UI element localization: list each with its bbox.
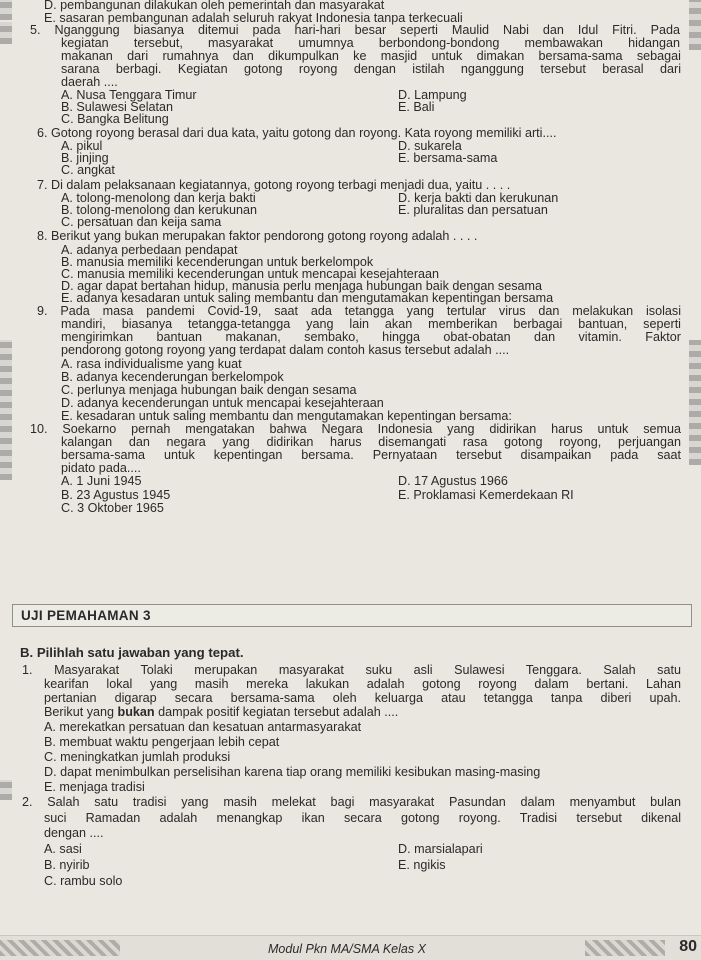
footer-label: Modul Pkn MA/SMA Kelas X	[268, 942, 426, 956]
b-q1-text-line: kearifan lokal yang masih mereka lakukan adalah gotong royong dalam bertani. Lahan	[44, 677, 681, 691]
q7-option-e: E. pluralitas dan persatuan	[398, 203, 548, 217]
q5-text-line: daerah ....	[61, 75, 118, 89]
b-q1-text-line: 1. Masyarakat Tolaki merupakan masyarakat suku asli Sulawesi Tenggara. Salah satu	[22, 663, 681, 677]
q5-option-a: A. Nusa Tenggara Timur	[61, 88, 197, 102]
q5-option-b: B. Sulawesi Selatan	[61, 100, 174, 114]
section-header	[12, 604, 692, 627]
q6-text-line: 6. Gotong royong berasal dari dua kata, yaitu gotong dan royong. Kata royong memiliki arti....	[37, 126, 557, 140]
b-q2-option-b: B. nyirib	[44, 858, 90, 872]
q9-text-line: 9. Pada masa pandemi Covid-19, saat ada tetangga yang tertular virus dan melakukan isolasi	[37, 304, 681, 318]
b-q1-option-a: A. merekatkan persatuan dan kesatuan antarmasyarakat	[44, 720, 362, 734]
q10-option-e: E. Proklamasi Kemerdekaan RI	[398, 488, 574, 502]
q9-text-line: pendorong gotong royong yang terdapat dalam contoh kasus tersebut adalah ....	[61, 343, 510, 357]
q5-text-line: kegiatan tersebut, masyarakat umumnya berbondong-bondong membawakan hidangan	[61, 36, 680, 50]
b-q1-suffix: dampak positif kegiatan tersebut adalah ....	[154, 705, 399, 719]
section-title: UJI PEMAHAMAN 3	[21, 608, 151, 623]
b-q2-text-line: 2. Salah satu tradisi yang masih melekat bagi masyarakat Pasundan dalam menyambut bulan	[22, 795, 681, 809]
q8-option-b: B. manusia memiliki kecenderungan untuk berkelompok	[61, 255, 374, 269]
q9-option-c: C. perlunya menjaga hubungan baik dengan sesama	[61, 383, 357, 397]
part-b-heading: B. Pilihlah satu jawaban yang tepat.	[20, 645, 244, 660]
b-q2-text-line: dengan ....	[44, 826, 104, 840]
page-number: 80	[679, 938, 697, 955]
q9-option-a: A. rasa individualisme yang kuat	[61, 357, 242, 371]
q5-text-line: makanan dari rumahnya dan dikumpulkan ke masjid untuk dimakan bersama-sama sebagai	[61, 49, 681, 63]
footer-pattern-left	[0, 940, 120, 956]
q8-option-a: A. adanya perbedaan pendapat	[61, 243, 238, 257]
q9-text-line: mengirimkan bantuan makanan, sembako, hingga obat-obatan dan vitamin. Faktor	[61, 330, 681, 344]
b-q1-option-e: E. menjaga tradisi	[44, 780, 145, 794]
q7-option-c: C. persatuan dan keija sama	[61, 215, 222, 229]
page-footer	[0, 935, 701, 960]
q9-option-e: E. kesadaran untuk saling membantu dan mengutamakan kepentingan bersama:	[61, 409, 512, 423]
q6-option-a: A. pikul	[61, 139, 103, 153]
left-edge-pattern	[0, 22, 12, 44]
right-edge-pattern	[689, 0, 701, 50]
b-q1-text-line	[44, 705, 398, 719]
q10-option-a: A. 1 Juni 1945	[61, 474, 142, 488]
b-q2-option-d: D. marsialapari	[398, 842, 483, 856]
q7-option-a: A. tolong-menolong dan kerja bakti	[61, 191, 256, 205]
q8-option-d: D. agar dapat bertahan hidup, manusia perlu menjaga hubungan baik dengan sesama	[61, 279, 543, 293]
q8-option-e: E. adanya kesadaran untuk saling membantu dan mengutamakan kepentingan bersama	[61, 291, 554, 305]
q6-option-e: E. bersama-sama	[398, 151, 498, 165]
q10-option-b: B. 23 Agustus 1945	[61, 488, 171, 502]
left-edge-pattern	[0, 0, 12, 20]
q6-option-d: D. sukarela	[398, 139, 462, 153]
q10-option-d: D. 17 Agustus 1966	[398, 474, 508, 488]
q7-text-line: 7. Di dalam pelaksanaan kegiatannya, gotong royong terbagi menjadi dua, yaitu . . . .	[37, 178, 511, 192]
b-q1-bold-word: bukan	[117, 705, 155, 719]
q10-text-line: 10. Soekarno pernah mengatakan bahwa Negara Indonesia yang didirikan harus untuk semua	[30, 422, 681, 436]
b-q2-option-c: C. rambu solo	[44, 874, 123, 888]
b-q1-option-b: B. membuat waktu pengerjaan lebih cepat	[44, 735, 280, 749]
q9-option-b: B. adanya kecenderungan berkelompok	[61, 370, 284, 384]
q9-text-line: mandiri, biasanya tetangga-tetangga yang lain akan memberikan berbagai bantuan, seperti	[61, 317, 681, 331]
q5-text-line: 5. Nganggung biasanya ditemui pada hari-hari besar seperti Maulid Nabi dan Idul Fitri. Pada	[30, 23, 680, 37]
q9-option-d: D. adanya kecenderungan untuk mencapai kesejahteraan	[61, 396, 384, 410]
q6-option-b: B. jinjing	[61, 151, 109, 165]
b-q1-option-d: D. dapat menimbulkan perselisihan karena tiap orang memiliki kesibukan masing-masing	[44, 765, 541, 779]
b-q1-text-line: pertanian digarap secara bersama-sama oleh keluarga atau tetangga tanpa diberi upah.	[44, 691, 681, 705]
b-q2-option-e: E. ngikis	[398, 858, 446, 872]
q4-option-e: E. sasaran pembangunan adalah seluruh rakyat Indonesia tanpa terkecuali	[44, 11, 463, 25]
b-q1-prefix: Berikut yang	[44, 705, 118, 719]
q10-text-line: pidato pada....	[61, 461, 141, 475]
q8-option-c: C. manusia memiliki kecenderungan untuk mencapai kesejahteraan	[61, 267, 440, 281]
q5-option-d: D. Lampung	[398, 88, 467, 102]
q5-text-line: sarana berbagi. Kegiatan gotong royong dengan istilah nganggung tersebut berasal dari	[61, 62, 681, 76]
footer-pattern-right	[585, 940, 665, 956]
q4-option-d: D. pembangunan dilakukan oleh pemerintah dan masyarakat	[44, 0, 385, 12]
q5-option-e: E. Bali	[398, 100, 435, 114]
q7-option-d: D. kerja bakti dan kerukunan	[398, 191, 559, 205]
right-edge-pattern	[689, 340, 701, 465]
q10-text-line: kalangan dan negara yang didirikan harus disemangati rasa gotong royong, perjuangan	[61, 435, 681, 449]
left-edge-pattern	[0, 340, 12, 480]
b-q2-text-line: suci Ramadan adalah menangkap ikan secara gotong royong. Tradisi tersebut dikenal	[44, 811, 681, 825]
q7-option-b: B. tolong-menolong dan kerukunan	[61, 203, 258, 217]
q6-option-c: C. angkat	[61, 163, 115, 177]
q10-text-line: bersama-sama untuk kepentingan bersama. Pernyataan tersebut disampaikan pada saat	[61, 448, 681, 462]
q5-option-c: C. Bangka Belitung	[61, 112, 169, 126]
b-q2-option-a: A. sasi	[44, 842, 82, 856]
b-q1-option-c: C. meningkatkan jumlah produksi	[44, 750, 231, 764]
q10-option-c: C. 3 Oktober 1965	[61, 501, 164, 515]
left-edge-pattern	[0, 780, 12, 800]
q8-text-line: 8. Berikut yang bukan merupakan faktor pendorong gotong royong adalah . . . .	[37, 229, 478, 243]
